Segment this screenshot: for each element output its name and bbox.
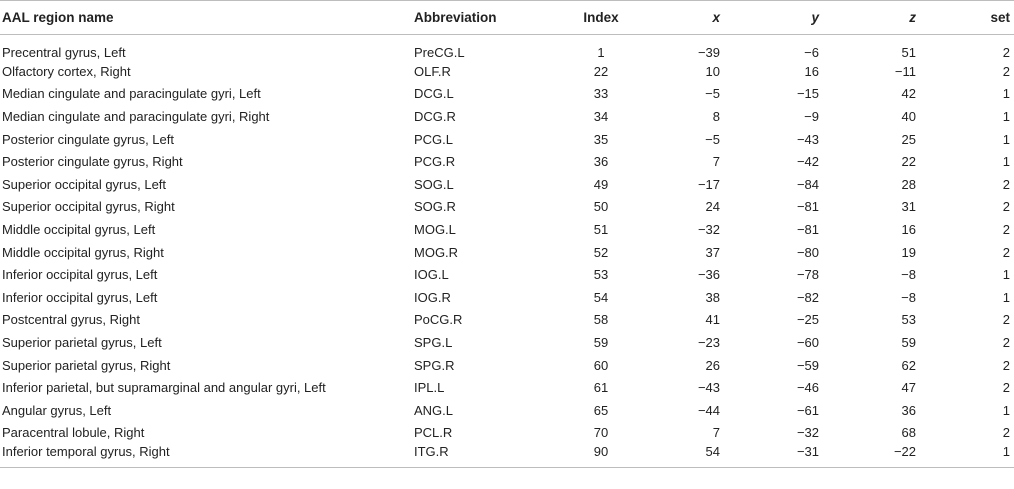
cell-z: 42 [901,86,916,102]
cell-abbreviation: MOG.L [414,221,456,237]
cell-index: 52 [593,244,609,260]
cell-abbreviation: MOG.R [414,244,459,260]
header-x: x [654,1,720,35]
cell-x: 10 [705,63,720,79]
cell-y: −59 [796,357,819,373]
cell-index: 35 [593,131,609,147]
cell-index: 61 [593,380,609,396]
cell-x: 24 [705,199,720,215]
cell-y: −42 [796,154,819,170]
table-row [0,331,1014,354]
cell-index: 58 [593,312,609,328]
cell-abbreviation: SOG.R [414,199,456,215]
cell-region-name: Median cingulate and paracingulate gyri, Left [2,86,261,102]
cell-set: 1 [916,444,1014,468]
table-row [0,422,1014,445]
cell-abbreviation: IOG.L [414,267,449,283]
cell-abbreviation: PCL.R [414,425,453,441]
cell-region-name: Inferior occipital gyrus, Left [2,267,158,283]
cell-index: 51 [593,221,609,237]
cell-region-name: Postcentral gyrus, Right [2,312,141,328]
cell-index: 54 [593,289,609,305]
cell-index: 33 [593,86,609,102]
table-row [0,60,1014,83]
cell-x: 26 [705,357,720,373]
cell-region-name: Superior parietal gyrus, Right [2,357,171,373]
cell-set: 1 [1002,154,1010,170]
cell-set: 2 [1002,425,1010,441]
cell-index: 90 [548,444,654,468]
cell-z: 22 [901,154,916,170]
table-row [0,263,1014,286]
cell-region-name: Middle occipital gyrus, Right [2,244,164,260]
table-row [0,150,1014,173]
cell-z: 25 [901,131,916,147]
cell-x: −39 [697,45,720,60]
cell-region-name: Posterior cingulate gyrus, Right [2,154,183,170]
table-body [0,35,1014,468]
cell-set: 1 [1002,131,1010,147]
cell-x: 38 [705,289,720,305]
cell-z: −22 [819,444,916,468]
cell-set: 2 [1002,244,1010,260]
cell-region-name: Posterior cingulate gyrus, Left [2,131,174,147]
cell-set: 2 [1002,357,1010,373]
cell-set: 1 [1002,108,1010,124]
table-row [0,83,1014,106]
cell-set: 2 [1002,63,1010,79]
cell-abbreviation: PoCG.R [414,312,463,328]
cell-index: 65 [593,402,609,418]
cell-y: −81 [796,199,819,215]
table-row [0,105,1014,128]
cell-x: −44 [697,402,720,418]
cell-set: 2 [1002,176,1010,192]
cell-y: −15 [796,86,819,102]
cell-x: 7 [712,425,720,441]
cell-z: 19 [901,244,916,260]
cell-y: 16 [804,63,819,79]
cell-x: 8 [712,108,720,124]
cell-region-name: Inferior temporal gyrus, Right [0,444,414,468]
table-row [0,173,1014,196]
cell-abbreviation: SPG.R [414,357,455,373]
cell-region-name: Angular gyrus, Left [2,402,112,418]
cell-y: −80 [796,244,819,260]
cell-y: −81 [796,221,819,237]
cell-x: −17 [697,176,720,192]
cell-region-name: Olfactory cortex, Right [2,63,131,79]
cell-x: 54 [654,444,720,468]
cell-x: −5 [705,131,720,147]
table-row [0,376,1014,399]
cell-z: −8 [901,289,916,305]
cell-x: 41 [705,312,720,328]
header-index: Index [548,1,654,35]
cell-y: −31 [720,444,819,468]
cell-region-name: Middle occipital gyrus, Left [2,221,156,237]
cell-region-name: Precentral gyrus, Left [2,45,126,60]
cell-z: −8 [901,267,916,283]
cell-abbreviation: ANG.L [414,402,454,418]
table-row [0,241,1014,264]
cell-z: −11 [894,63,916,79]
cell-abbreviation: SOG.L [414,176,454,192]
cell-y: −46 [796,380,819,396]
cell-set: 1 [1002,289,1010,305]
cell-z: 36 [901,402,916,418]
cell-set: 2 [1002,45,1010,60]
cell-y: −25 [796,312,819,328]
header-y: y [720,1,819,35]
cell-z: 47 [901,380,916,396]
cell-abbreviation: IOG.R [414,289,451,305]
cell-y: −82 [796,289,819,305]
cell-x: −36 [697,267,720,283]
cell-abbreviation: SPG.L [414,334,453,350]
cell-x: −23 [697,334,720,350]
cell-abbreviation: DCG.R [414,108,456,124]
cell-set: 1 [1002,267,1010,283]
cell-index: 53 [593,267,609,283]
cell-x: 37 [705,244,720,260]
cell-set: 1 [1002,86,1010,102]
table-row [0,309,1014,332]
cell-z: 16 [901,221,916,237]
cell-x: −32 [697,221,720,237]
cell-x: 7 [712,154,720,170]
cell-abbreviation: ITG.R [414,444,548,468]
table-row [0,444,1014,468]
cell-z: 40 [901,108,916,124]
cell-set: 2 [1002,221,1010,237]
header-region-name: AAL region name [0,1,414,35]
table-row [0,218,1014,241]
cell-abbreviation: OLF.R [414,63,451,79]
cell-z: 62 [901,357,916,373]
cell-index: 22 [593,63,609,79]
table-row [0,35,1014,61]
cell-y: −61 [796,402,819,418]
cell-set: 1 [1002,402,1010,418]
cell-abbreviation: IPL.L [414,380,445,396]
table-row [0,128,1014,151]
table-row [0,354,1014,377]
cell-region-name: Superior parietal gyrus, Left [2,334,162,350]
cell-z: 51 [901,45,916,60]
cell-y: −9 [804,108,819,124]
table-row [0,196,1014,219]
cell-index: 34 [593,108,609,124]
cell-y: −6 [804,45,819,60]
cell-region-name: Inferior parietal, but supramarginal and angular gyri, Left [2,380,326,396]
cell-z: 28 [901,176,916,192]
cell-region-name: Superior occipital gyrus, Left [2,176,167,192]
cell-index: 49 [593,176,609,192]
cell-index: 1 [597,45,605,60]
cell-abbreviation: PCG.L [414,131,454,147]
cell-abbreviation: PreCG.L [414,45,465,60]
table-row [0,286,1014,309]
header-abbreviation: Abbreviation [414,1,548,35]
cell-y: −84 [796,176,819,192]
table-header-row [0,1,1014,35]
cell-abbreviation: DCG.L [414,86,454,102]
table-row [0,399,1014,422]
cell-region-name: Paracentral lobule, Right [2,425,145,441]
cell-abbreviation: PCG.R [414,154,456,170]
cell-z: 68 [901,425,916,441]
cell-region-name: Median cingulate and paracingulate gyri, Right [2,108,270,124]
cell-set: 2 [1002,380,1010,396]
cell-region-name: Inferior occipital gyrus, Left [2,289,158,305]
cell-index: 59 [593,334,609,350]
cell-y: −32 [796,425,819,441]
cell-x: −5 [705,86,720,102]
cell-index: 70 [593,425,609,441]
cell-y: −60 [796,334,819,350]
cell-x: −43 [697,380,720,396]
cell-z: 31 [901,199,916,215]
cell-set: 2 [1002,199,1010,215]
cell-set: 2 [1002,312,1010,328]
cell-y: −43 [796,131,819,147]
cell-index: 36 [593,154,609,170]
header-z: z [819,1,916,35]
cell-z: 53 [901,312,916,328]
cell-region-name: Superior occipital gyrus, Right [2,199,175,215]
cell-index: 50 [593,199,609,215]
cell-z: 59 [901,334,916,350]
cell-set: 2 [1002,334,1010,350]
cell-index: 60 [593,357,609,373]
header-set: set [916,1,1014,35]
cell-y: −78 [796,267,819,283]
